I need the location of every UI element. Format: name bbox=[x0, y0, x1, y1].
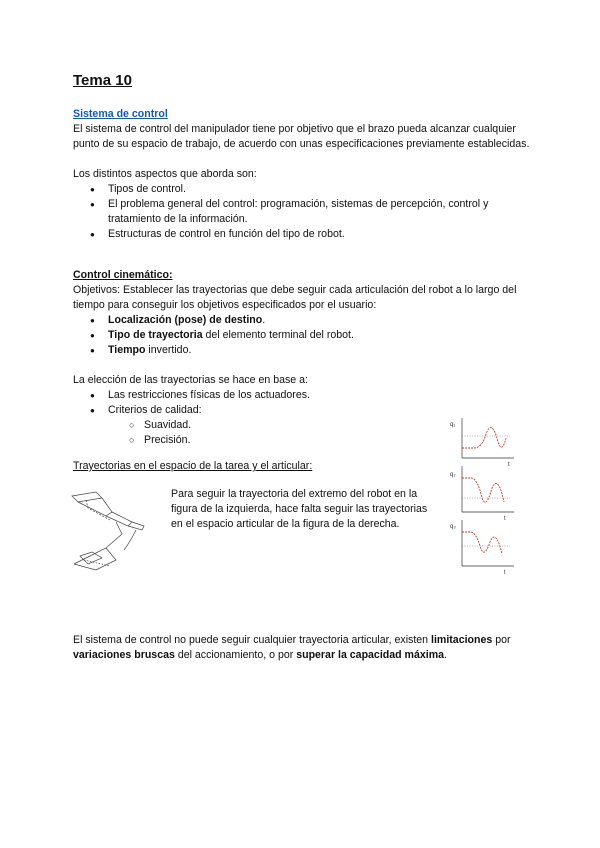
sistema-control-heading[interactable]: Sistema de control bbox=[73, 108, 168, 120]
aspects-list bbox=[73, 182, 533, 242]
trayectorias-heading: Trayectorias en el espacio de la tarea y el articular: bbox=[73, 460, 313, 472]
objetivos-list bbox=[73, 313, 533, 358]
sistema-control-paragraph: El sistema de control del manipulador tiene por objetivo que el brazo pueda alcanzar cualquier punto de su espacio de trabajo, de acuerdo con unas especificaciones previamente establecidas. bbox=[73, 123, 530, 150]
list-item: ● Tipos de control. bbox=[73, 182, 533, 197]
list-item: ● Tiempo invertido. bbox=[73, 343, 533, 358]
joint-trajectories-figure bbox=[448, 414, 524, 578]
section-trayectorias bbox=[73, 459, 433, 474]
t-label: t bbox=[504, 570, 506, 576]
control-cinematico-heading: Control cinemático: bbox=[73, 269, 173, 281]
t-label: t bbox=[508, 462, 510, 468]
trayectorias-paragraph-block bbox=[171, 487, 433, 532]
section-final bbox=[73, 633, 525, 663]
page-title: Tema 10 bbox=[73, 72, 132, 89]
list-item: ● Tipo de trayectoria del elemento terminal del robot. bbox=[73, 328, 533, 343]
robot-arm-figure bbox=[66, 486, 162, 572]
list-item: ● Estructuras de control en función del tipo de robot. bbox=[73, 227, 533, 242]
final-paragraph: El sistema de control no puede seguir cualquier trayectoria articular, existen limitaciones por variaciones bruscas del accionamiento, o por superar la capacidad máxima. bbox=[73, 634, 511, 661]
trayectorias-paragraph: Para seguir la trayectoria del extremo del robot en la figura de la izquierda, hace falta seguir las trayectorias en el espacio articular de la figura de la derecha. bbox=[171, 488, 428, 530]
aspects-intro: Los distintos aspectos que aborda son: bbox=[73, 168, 257, 180]
list-item: ● Localización (pose) de destino. bbox=[73, 313, 533, 328]
list-item: ○ Precisión. bbox=[73, 433, 533, 448]
section-sistema-control bbox=[73, 107, 533, 242]
t-label: t bbox=[504, 516, 506, 522]
list-item: ● El problema general del control: programación, sistemas de percepción, control y tratamiento de la información. bbox=[73, 197, 533, 227]
list-item: ● Criterios de calidad: bbox=[73, 403, 533, 418]
eleccion-intro: La elección de las trayectorias se hace en base a: bbox=[73, 374, 308, 386]
objetivos-paragraph: Objetivos: Establecer las trayectorias que debe seguir cada articulación del robot a lo largo del tiempo para conseguir los objetivos especificados por el usuario: bbox=[73, 284, 517, 311]
q2-label: q₂ bbox=[450, 472, 456, 478]
q1-label: q₁ bbox=[450, 422, 456, 428]
list-item: ● Las restricciones físicas de los actuadores. bbox=[73, 388, 533, 403]
q3-label: q₃ bbox=[450, 524, 456, 530]
list-item: ○ Suavidad. bbox=[73, 418, 533, 433]
